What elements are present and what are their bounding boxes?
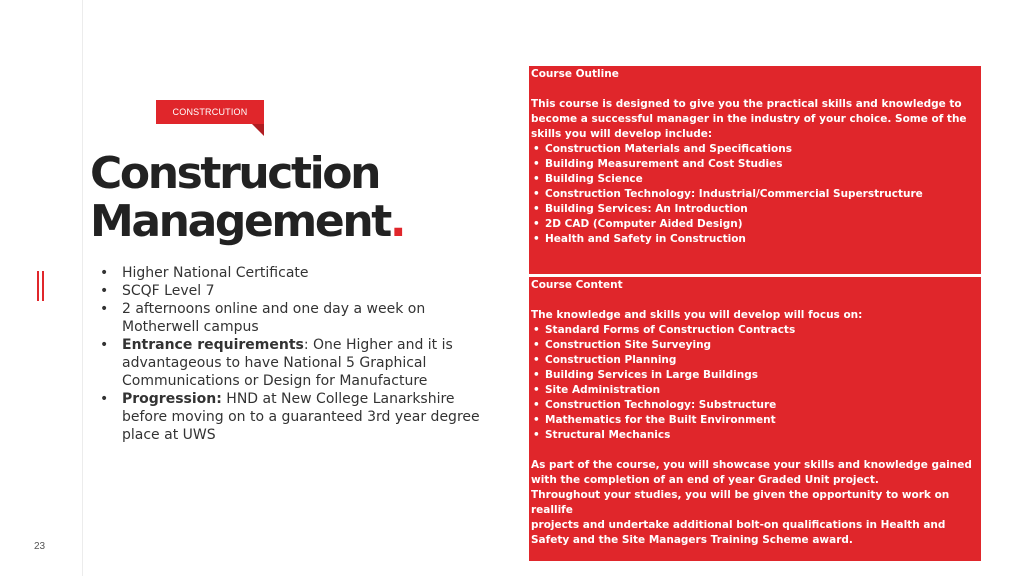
list-item: • Building Services in Large Buildings <box>531 368 978 383</box>
course-detail-item <box>100 282 485 300</box>
category-tag: CONSTRCUTION <box>156 100 264 124</box>
course-content-box <box>529 277 981 561</box>
left-margin-rule <box>82 0 83 576</box>
course-detail-text: 2 afternoons online and one day a week on Motherwell campus <box>122 301 426 335</box>
course-content-closing: projects and undertake additional bolt-on qualifications in Health and Safety and the Site Managers Training Scheme award. <box>531 519 946 546</box>
course-detail-text: : One Higher and it is advantageous to have National 5 Graphical Communications or Design for Manufacture <box>122 337 453 389</box>
list-item: • Building Science <box>531 172 978 187</box>
list-item: • Construction Planning <box>531 353 978 368</box>
course-content-closing: Throughout your studies, you will be given the opportunity to work on reallife <box>531 489 950 516</box>
course-detail-item <box>100 264 485 282</box>
course-details-list <box>100 264 485 444</box>
course-outline-list <box>531 142 978 247</box>
title-accent-dot: . <box>389 196 405 247</box>
list-item: • Site Administration <box>531 383 978 398</box>
course-outline-heading: Course Outline <box>531 68 619 80</box>
list-item: • Building Measurement and Cost Studies <box>531 157 978 172</box>
list-item: • Mathematics for the Built Environment <box>531 413 978 428</box>
course-detail-label: Entrance requirements <box>122 337 304 353</box>
list-item: • Structural Mechanics <box>531 428 978 443</box>
course-detail-text: Higher National Certificate <box>122 265 309 281</box>
list-item: • Health and Safety in Construction <box>531 232 978 247</box>
list-item: • Construction Technology: Industrial/Commercial Superstructure <box>531 187 978 202</box>
spacer <box>531 293 978 308</box>
accent-bar <box>37 271 39 301</box>
course-outline-intro: This course is designed to give you the practical skills and knowledge to become a successful manager in the industry of your choice. Some of the skills you will develop include: <box>531 98 967 140</box>
course-detail-text: SCQF Level 7 <box>122 283 215 299</box>
course-detail-text: HND at New College Lanarkshire before moving on to a guaranteed 3rd year degree place at UWS <box>122 391 480 443</box>
list-item: • 2D CAD (Computer Aided Design) <box>531 217 978 232</box>
category-tag-tail <box>252 124 264 136</box>
course-detail-item <box>100 390 485 444</box>
course-detail-item <box>100 300 485 336</box>
course-content-intro: The knowledge and skills you will develop will focus on: <box>531 309 863 321</box>
page-number: 23 <box>34 541 46 552</box>
list-item: • Construction Materials and Specifications <box>531 142 978 157</box>
list-item: • Building Services: An Introduction <box>531 202 978 217</box>
page-title <box>90 150 490 246</box>
course-detail-item <box>100 336 485 390</box>
course-outline-box <box>529 66 981 274</box>
list-item: • Construction Site Surveying <box>531 338 978 353</box>
title-line-1: Construction <box>90 148 380 199</box>
course-content-heading: Course Content <box>531 279 623 291</box>
spacer <box>531 82 978 97</box>
course-detail-label: Progression: <box>122 391 222 407</box>
course-content-closing: As part of the course, you will showcase your skills and knowledge gained with the completion of an end of year Graded Unit project. <box>531 459 972 486</box>
accent-bar <box>42 271 44 301</box>
accent-bars <box>37 271 45 301</box>
course-content-list <box>531 323 978 443</box>
spacer <box>531 443 978 458</box>
title-line-2: Management <box>90 196 390 247</box>
list-item: • Construction Technology: Substructure <box>531 398 978 413</box>
list-item: • Standard Forms of Construction Contracts <box>531 323 978 338</box>
